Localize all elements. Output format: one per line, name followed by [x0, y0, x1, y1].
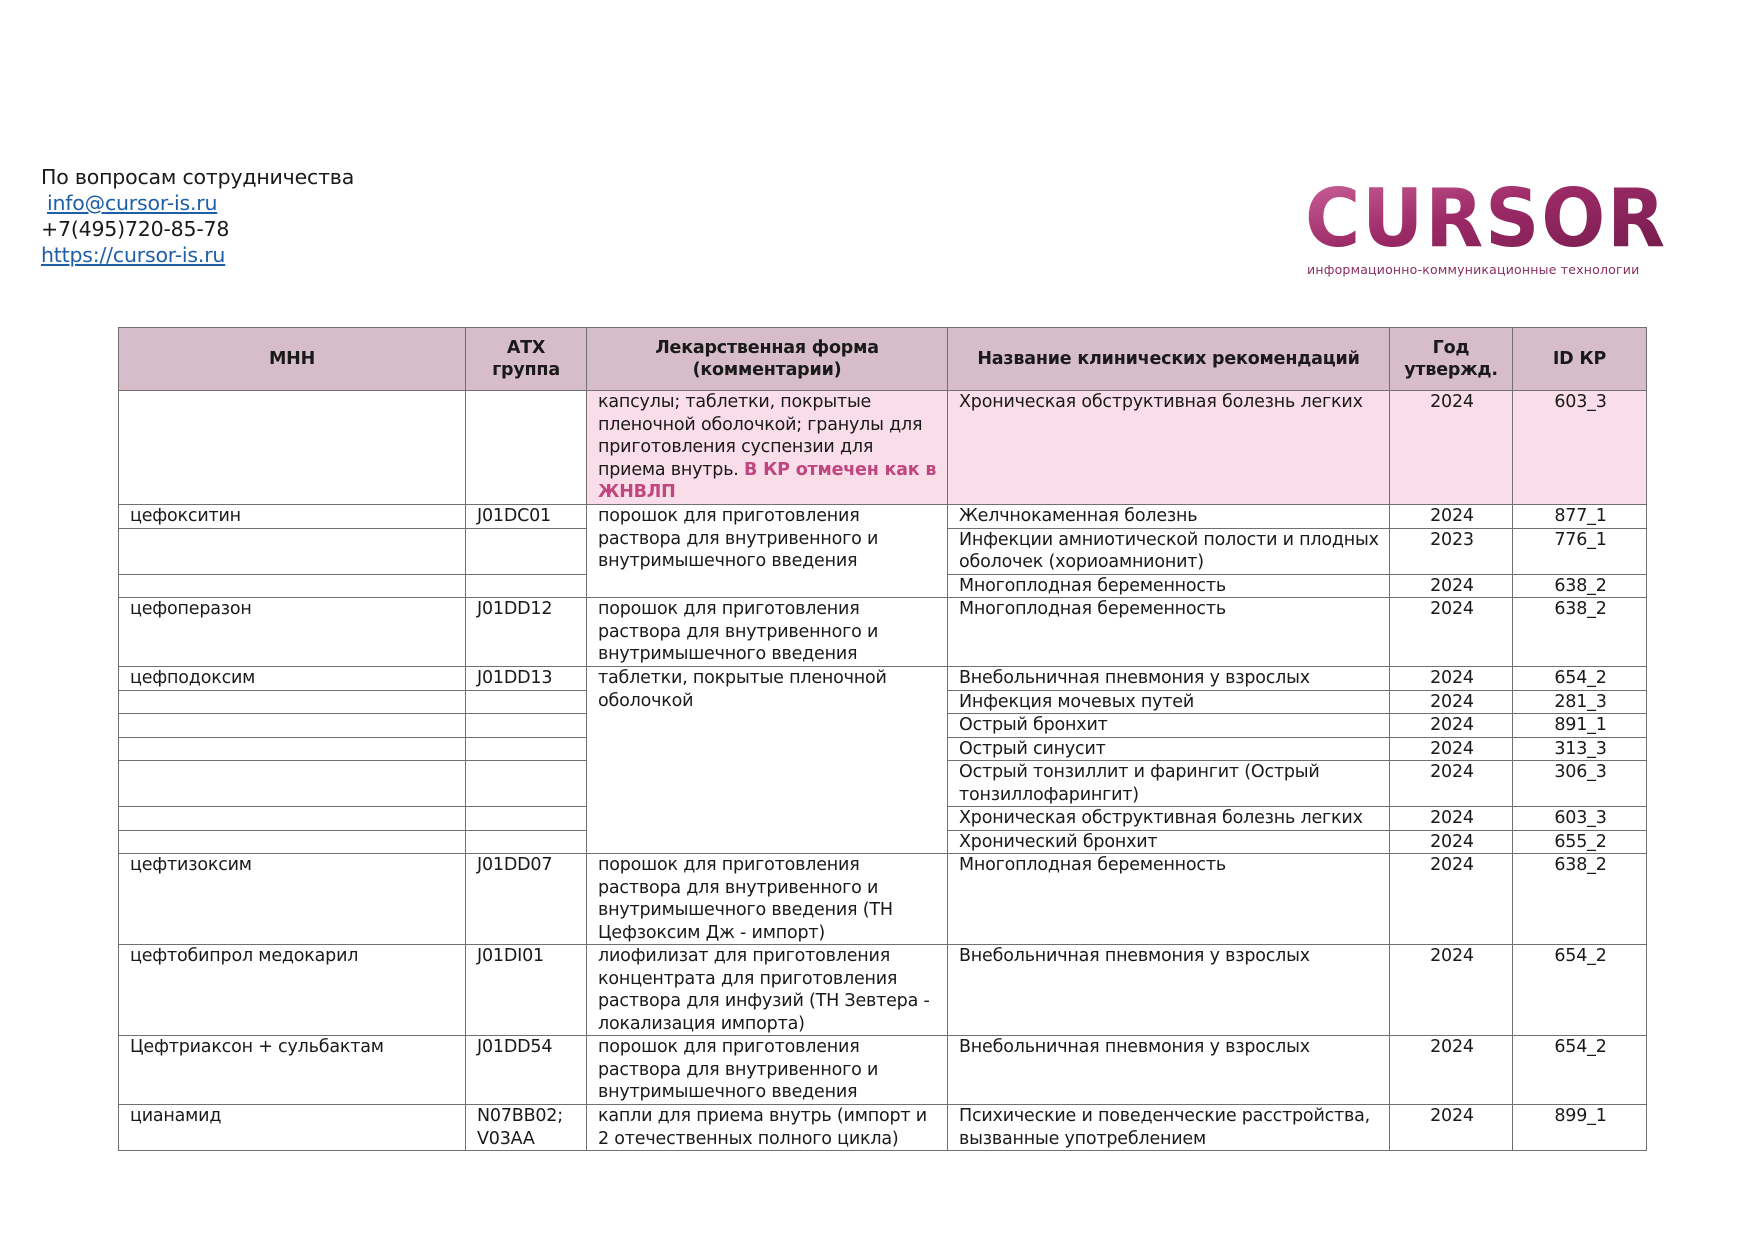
- cursor-logo-mark: [1305, 182, 1677, 262]
- cell-year: 2024: [1390, 598, 1513, 667]
- cell-recommendation: Острый тонзиллит и фарингит (Острый тонзиллофарингит): [948, 761, 1390, 807]
- cell-year: 2024: [1390, 505, 1513, 529]
- table-row: [119, 854, 1647, 945]
- cell-recommendation: Желчнокаменная болезнь: [948, 505, 1390, 529]
- cell-year: 2024: [1390, 737, 1513, 761]
- email-link[interactable]: info@cursor-is.ru: [47, 191, 218, 215]
- cell-form: порошок для приготовления раствора для внутривенного и внутримышечного введения (ТН Цефзоксим Дж - импорт): [587, 854, 948, 945]
- table-row: [119, 598, 1647, 667]
- cell-recommendation: Хроническая обструктивная болезнь легких: [948, 807, 1390, 831]
- cell-id: 638_2: [1513, 598, 1647, 667]
- cell-atc: J01DC01: [466, 505, 587, 529]
- cell-mnn: цианамид: [119, 1105, 466, 1151]
- table-row: [119, 1105, 1647, 1151]
- cell-form: порошок для приготовления раствора для внутривенного и внутримышечного введения: [587, 1036, 948, 1105]
- contacts-block: [41, 164, 354, 268]
- cell-year: 2024: [1390, 574, 1513, 598]
- cell-recommendation: Хроническая обструктивная болезнь легких: [948, 391, 1390, 505]
- cell-recommendation: Внебольничная пневмония у взрослых: [948, 667, 1390, 691]
- cell-atc: J01DD07: [466, 854, 587, 945]
- cell-atc: [466, 528, 587, 574]
- header-recommendation: Название клинических рекомендаций: [948, 328, 1390, 391]
- table-row: [119, 1036, 1647, 1105]
- cell-recommendation: Многоплодная беременность: [948, 854, 1390, 945]
- cell-mnn: цефтизоксим: [119, 854, 466, 945]
- cell-atc: [466, 714, 587, 738]
- cell-atc: J01DD54: [466, 1036, 587, 1105]
- cell-mnn: [119, 830, 466, 854]
- cell-atc: [466, 690, 587, 714]
- cell-year: 2023: [1390, 528, 1513, 574]
- cell-form: капли для приема внутрь (импорт и 2 отечественных полного цикла): [587, 1105, 948, 1151]
- cell-atc: N07BB02; V03AA: [466, 1105, 587, 1151]
- phone-number: +7(495)720-85-78: [41, 217, 230, 241]
- cell-mnn: [119, 391, 466, 505]
- cell-id: 638_2: [1513, 574, 1647, 598]
- note-zhnvlp: В КР отмечен как в ЖНВЛП: [598, 459, 937, 502]
- cell-year: 2024: [1390, 1036, 1513, 1105]
- contacts-title: По вопросам сотрудничества: [41, 165, 355, 189]
- cell-id: 603_3: [1513, 391, 1647, 505]
- cell-recommendation: Внебольничная пневмония у взрослых: [948, 1036, 1390, 1105]
- cell-mnn: [119, 528, 466, 574]
- cell-mnn: [119, 714, 466, 738]
- logo-wordmark: CURSOR: [1305, 182, 1667, 262]
- cell-mnn: [119, 761, 466, 807]
- table-row: [119, 505, 1647, 529]
- cell-year: 2024: [1390, 945, 1513, 1036]
- cell-atc: J01DD12: [466, 598, 587, 667]
- cell-id: 654_2: [1513, 945, 1647, 1036]
- cell-form: [587, 391, 948, 505]
- cell-form: таблетки, покрытые пленочной оболочкой: [587, 667, 948, 854]
- cell-atc: J01DI01: [466, 945, 587, 1036]
- cell-mnn: Цефтриаксон + сульбактам: [119, 1036, 466, 1105]
- cell-atc: [466, 391, 587, 505]
- cell-form: порошок для приготовления раствора для внутривенного и внутримышечного введения: [587, 505, 948, 598]
- website-link[interactable]: https://cursor-is.ru: [41, 243, 226, 267]
- cell-id: 638_2: [1513, 854, 1647, 945]
- cell-atc: [466, 830, 587, 854]
- cell-id: 891_1: [1513, 714, 1647, 738]
- table-row: [119, 667, 1647, 691]
- cell-mnn: [119, 690, 466, 714]
- cell-mnn: [119, 574, 466, 598]
- cell-year: 2024: [1390, 690, 1513, 714]
- cell-recommendation: Инфекция мочевых путей: [948, 690, 1390, 714]
- cell-form: порошок для приготовления раствора для внутривенного и внутримышечного введения: [587, 598, 948, 667]
- cell-id: 313_3: [1513, 737, 1647, 761]
- cell-recommendation: Многоплодная беременность: [948, 574, 1390, 598]
- cell-recommendation: Острый бронхит: [948, 714, 1390, 738]
- cell-atc: [466, 807, 587, 831]
- cell-id: 306_3: [1513, 761, 1647, 807]
- cell-year: 2024: [1390, 830, 1513, 854]
- cell-recommendation: Острый синусит: [948, 737, 1390, 761]
- cell-id: 654_2: [1513, 1036, 1647, 1105]
- header-id: ID КР: [1513, 328, 1647, 391]
- cell-mnn: [119, 807, 466, 831]
- header-atc: АТХ группа: [466, 328, 587, 391]
- cell-recommendation: Хронический бронхит: [948, 830, 1390, 854]
- cell-id: 776_1: [1513, 528, 1647, 574]
- cell-id: 654_2: [1513, 667, 1647, 691]
- cell-id: 603_3: [1513, 807, 1647, 831]
- cell-id: 655_2: [1513, 830, 1647, 854]
- table-row: [119, 945, 1647, 1036]
- cell-mnn: цефподоксим: [119, 667, 466, 691]
- cell-year: 2024: [1390, 807, 1513, 831]
- header-year: Год утвержд.: [1390, 328, 1513, 391]
- table-header-row: [119, 328, 1647, 391]
- table-row: [119, 391, 1647, 505]
- cell-form: лиофилизат для приготовления концентрата для приготовления раствора для инфузий (ТН Зевтера - локализация импорта): [587, 945, 948, 1036]
- cell-recommendation: Инфекции амниотической полости и плодных оболочек (хориоамнионит): [948, 528, 1390, 574]
- header-mnn: МНН: [119, 328, 466, 391]
- cell-id: 877_1: [1513, 505, 1647, 529]
- cell-year: 2024: [1390, 1105, 1513, 1151]
- cell-atc: [466, 737, 587, 761]
- cell-mnn: [119, 737, 466, 761]
- header-form: Лекарственная форма (комментарии): [587, 328, 948, 391]
- cell-id: 281_3: [1513, 690, 1647, 714]
- cell-atc: [466, 761, 587, 807]
- cell-mnn: цефоперазон: [119, 598, 466, 667]
- cell-recommendation: Внебольничная пневмония у взрослых: [948, 945, 1390, 1036]
- cell-recommendation: Психические и поведенческие расстройства, вызванные употреблением: [948, 1105, 1390, 1151]
- drug-table: [118, 327, 1647, 1151]
- cell-atc: J01DD13: [466, 667, 587, 691]
- cell-year: 2024: [1390, 761, 1513, 807]
- cell-year: 2024: [1390, 854, 1513, 945]
- cell-id: 899_1: [1513, 1105, 1647, 1151]
- cell-year: 2024: [1390, 391, 1513, 505]
- cell-mnn: цефокситин: [119, 505, 466, 529]
- cell-year: 2024: [1390, 667, 1513, 691]
- cell-mnn: цефтобипрол медокарил: [119, 945, 466, 1036]
- logo-tagline: информационно-коммуникационные технологии: [1307, 262, 1640, 277]
- cell-atc: [466, 574, 587, 598]
- cell-year: 2024: [1390, 714, 1513, 738]
- form-text: капсулы; таблетки, покрытые пленочной оболочкой; гранулы для приготовления суспензии для приема внутрь.: [598, 392, 923, 480]
- cell-recommendation: Многоплодная беременность: [948, 598, 1390, 667]
